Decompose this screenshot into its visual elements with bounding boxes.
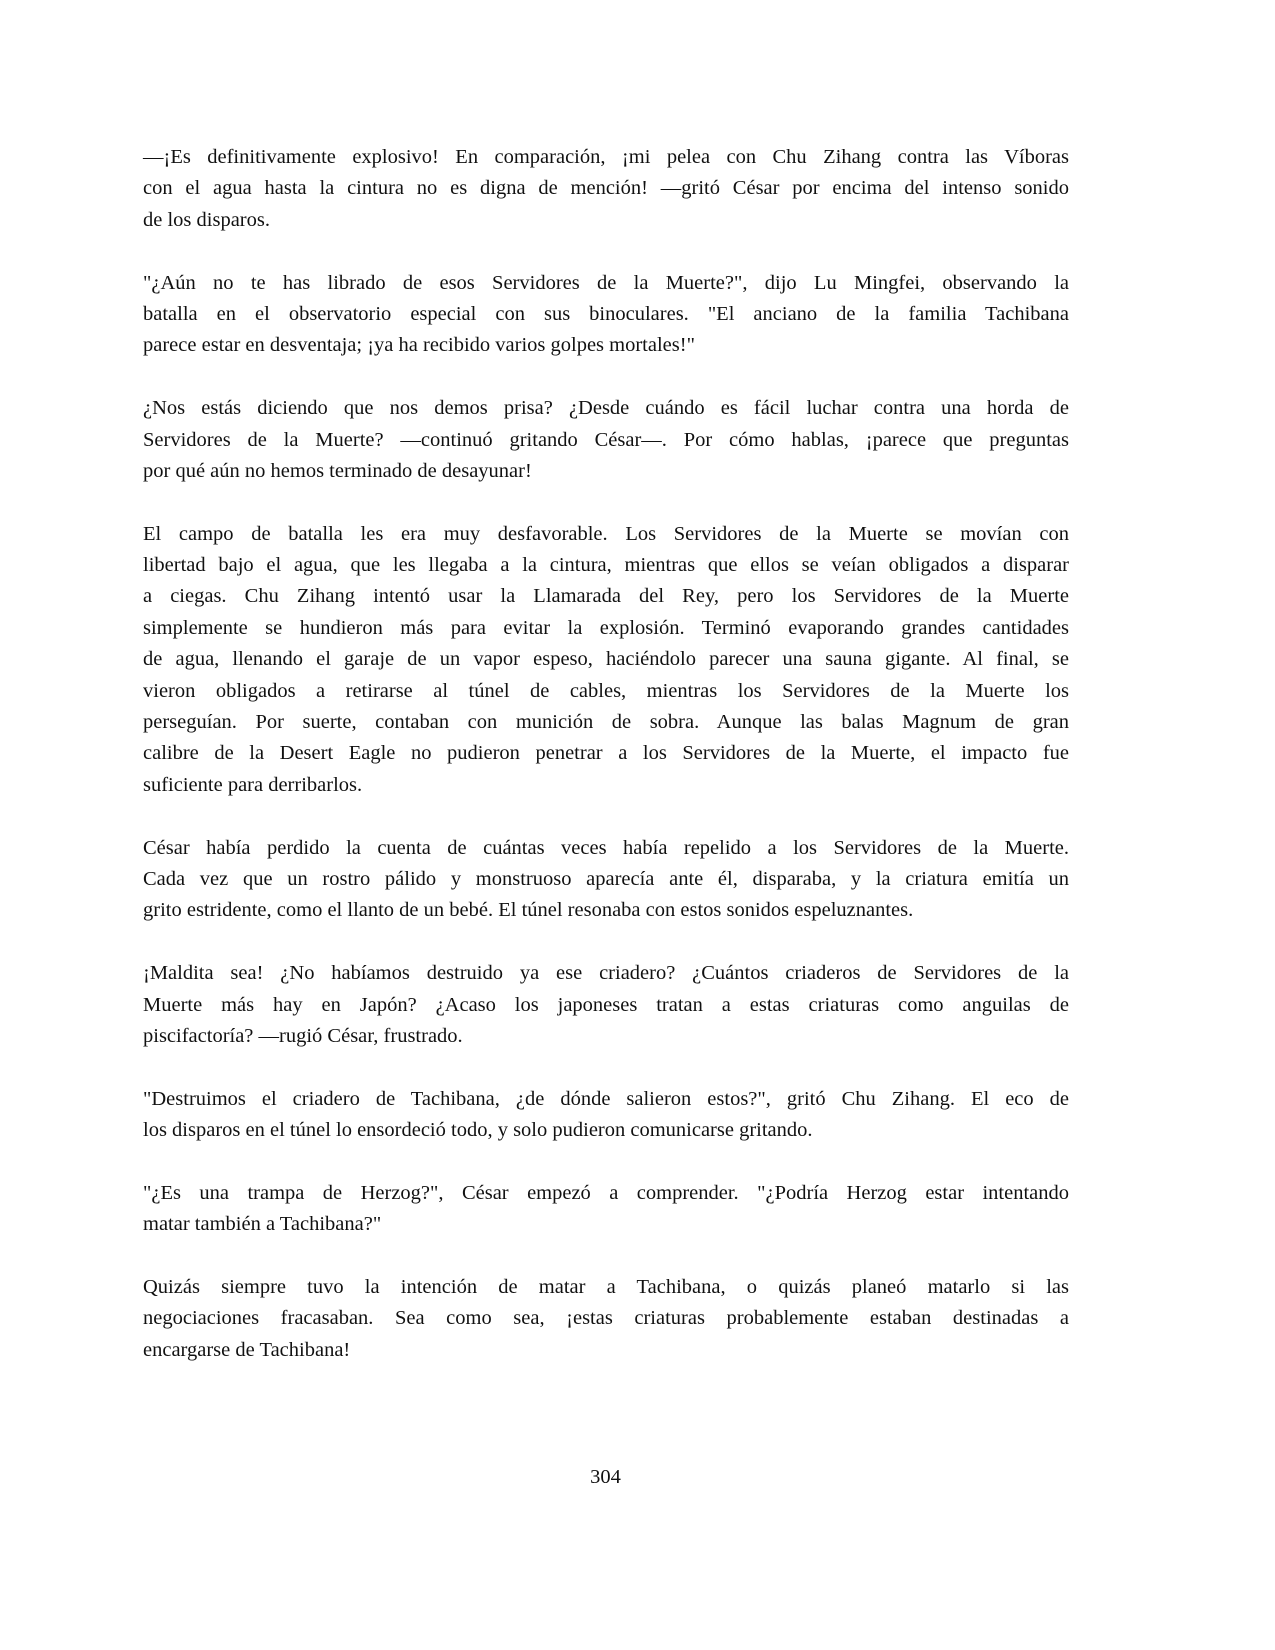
text-line: Servidores de la Muerte? —continuó gritando César—. Por cómo hablas, ¡parece que preguntas — [143, 428, 1069, 451]
text-line: los disparos en el túnel lo ensordeció todo, y solo pudieron comunicarse gritando. — [143, 1119, 813, 1142]
paragraph — [143, 519, 1069, 802]
text-line: vieron obligados a retirarse al túnel de cables, mientras los Servidores de la Muerte los — [143, 679, 1069, 702]
text-line: piscifactoría? —rugió César, frustrado. — [143, 1024, 463, 1047]
text-line: ¡Maldita sea! ¿No habíamos destruido ya ese criadero? ¿Cuántos criaderos de Servidores de la — [143, 962, 1069, 985]
text-line: simplemente se hundieron más para evitar la explosión. Terminó evaporando grandes cantidades — [143, 616, 1069, 639]
text-line: por qué aún no hemos terminado de desayunar! — [143, 459, 532, 482]
paragraph — [143, 268, 1069, 362]
paragraph — [143, 393, 1069, 487]
text-line: con el agua hasta la cintura no es digna de mención! —gritó César por encima del intenso sonido — [143, 177, 1069, 200]
paragraph — [143, 1272, 1069, 1366]
text-line: César había perdido la cuenta de cuántas veces había repelido a los Servidores de la Muerte. — [143, 836, 1069, 859]
text-line: de los disparos. — [143, 208, 270, 231]
text-line: libertad bajo el agua, que les llegaba a la cintura, mientras que ellos se veían obligados a disparar — [143, 554, 1069, 577]
text-line: "Destruimos el criadero de Tachibana, ¿de dónde salieron estos?", gritó Chu Zihang. El eco de — [143, 1087, 1069, 1110]
text-line: suficiente para derribarlos. — [143, 773, 363, 796]
paragraph — [143, 958, 1069, 1052]
text-line: grito estridente, como el llanto de un bebé. El túnel resonaba con estos sonidos espeluznantes. — [143, 899, 914, 922]
text-line: matar también a Tachibana?" — [143, 1213, 382, 1236]
paragraph — [143, 142, 1069, 236]
text-line: negociaciones fracasaban. Sea como sea, ¡estas criaturas probablemente estaban destinadas a — [143, 1307, 1069, 1330]
text-line: "¿Es una trampa de Herzog?", César empezó a comprender. "¿Podría Herzog estar intentando — [143, 1181, 1069, 1204]
text-line: Cada vez que un rostro pálido y monstruoso aparecía ante él, disparaba, y la criatura emitía un — [143, 867, 1069, 890]
text-line: —¡Es definitivamente explosivo! En comparación, ¡mi pelea con Chu Zihang contra las Víboras — [143, 146, 1069, 168]
page-number: 304 — [590, 1466, 621, 1488]
text-line: "¿Aún no te has librado de esos Servidores de la Muerte?", dijo Lu Mingfei, observando la — [143, 271, 1069, 294]
text-line: batalla en el observatorio especial con sus binoculares. "El anciano de la familia Tachibana — [143, 302, 1069, 325]
text-line: Quizás siempre tuvo la intención de matar a Tachibana, o quizás planeó matarlo si las — [143, 1276, 1069, 1299]
paragraph — [143, 1084, 1069, 1147]
text-line: Muerte más hay en Japón? ¿Acaso los japoneses tratan a estas criaturas como anguilas de — [143, 993, 1069, 1016]
paragraph — [143, 833, 1069, 927]
text-line: perseguían. Por suerte, contaban con munición de sobra. Aunque las balas Magnum de gran — [143, 711, 1069, 734]
text-line: a ciegas. Chu Zihang intentó usar la Llamarada del Rey, pero los Servidores de la Muerte — [143, 585, 1069, 608]
text-line: calibre de la Desert Eagle no pudieron penetrar a los Servidores de la Muerte, el impacto fue — [143, 742, 1069, 765]
paragraph — [143, 1178, 1069, 1241]
text-line: ¿Nos estás diciendo que nos demos prisa? ¿Desde cuándo es fácil luchar contra una horda de — [143, 397, 1069, 420]
body-text — [143, 142, 1069, 1398]
text-line: parece estar en desventaja; ¡ya ha recibido varios golpes mortales!" — [143, 334, 695, 357]
text-line: encargarse de Tachibana! — [143, 1338, 351, 1361]
text-line: El campo de batalla les era muy desfavorable. Los Servidores de la Muerte se movían con — [143, 522, 1069, 545]
text-line: de agua, llenando el garaje de un vapor espeso, haciéndolo parecer una sauna gigante. Al final, se — [143, 648, 1069, 671]
